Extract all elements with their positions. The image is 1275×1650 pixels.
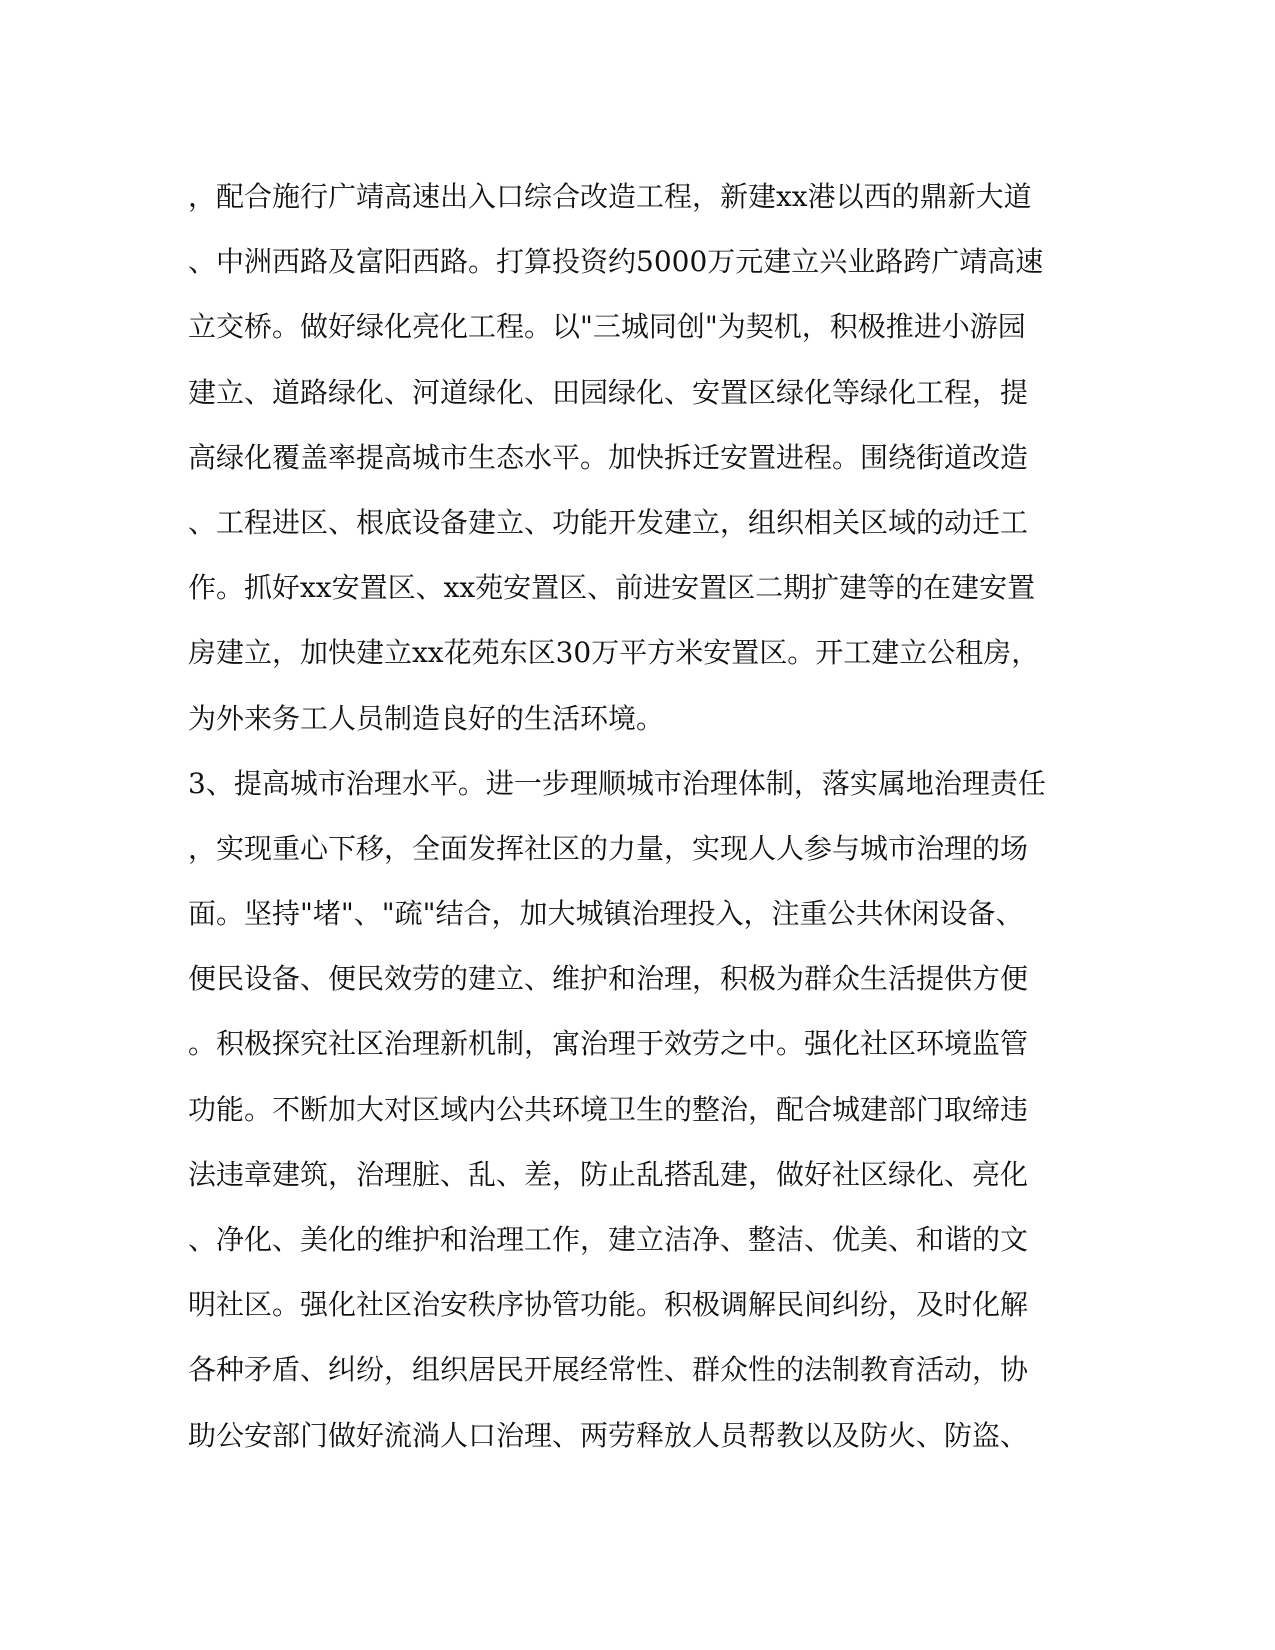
body-text	[188, 164, 1088, 1468]
text-line: 面。坚持"堵"、"疏"结合，加大城镇治理投入，注重公共休闲设备、	[188, 897, 1024, 931]
text-line: 各种矛盾、纠纷，组织居民开展经常性、群众性的法制教育活动，协	[188, 1353, 1029, 1387]
text-line: ，配合施行广靖高速出入口综合改造工程，新建xx港以西的鼎新大道	[188, 180, 1032, 213]
text-line: 建立、道路绿化、河道绿化、田园绿化、安置区绿化等绿化工程，提	[188, 375, 1029, 409]
text-line: ，实现重心下移，全面发挥社区的力量，实现人人参与城市治理的场	[188, 831, 1029, 865]
text-line: 明社区。强化社区治安秩序协管功能。积极调解民间纠纷，及时化解	[188, 1288, 1029, 1322]
text-line: 、工程进区、根底设备建立、功能开发建立，组织相关区域的动迁工	[188, 505, 1029, 539]
text-line: 。积极探究社区治理新机制，寓治理于效劳之中。强化社区环境监管	[188, 1027, 1029, 1061]
text-line: 、净化、美化的维护和治理工作，建立洁净、整洁、优美、和谐的文	[188, 1223, 1029, 1256]
text-line: 助公安部门做好流淌人口治理、两劳释放人员帮教以及防火、防盗、	[188, 1418, 1029, 1452]
text-line: 功能。不断加大对区域内公共环境卫生的整治，配合城建部门取缔违	[188, 1092, 1029, 1126]
text-line: 3、提高城市治理水平。进一步理顺城市治理体制，落实属地治理责任	[188, 766, 1046, 800]
text-line: 房建立，加快建立xx花苑东区30万平方米安置区。开工建立公租房，	[188, 636, 1040, 670]
text-line: 立交桥。做好绿化亮化工程。以"三城同创"为契机，积极推进小游园	[188, 310, 1026, 344]
text-line: 法违章建筑，治理脏、乱、差，防止乱搭乱建，做好社区绿化、亮化	[188, 1157, 1029, 1191]
text-line: 作。抓好xx安置区、xx苑安置区、前进安置区二期扩建等的在建安置	[188, 571, 1036, 605]
text-line: 高绿化覆盖率提高城市生态水平。加快拆迁安置进程。围绕街道改造	[188, 440, 1029, 474]
text-line: 为外来务工人员制造良好的生活环境。	[188, 701, 665, 735]
text-line: 便民设备、便民效劳的建立、维护和治理，积极为群众生活提供方便	[188, 962, 1029, 996]
text-line: 、中洲西路及富阳西路。打算投资约5000万元建立兴业路跨广靖高速	[188, 245, 1044, 279]
